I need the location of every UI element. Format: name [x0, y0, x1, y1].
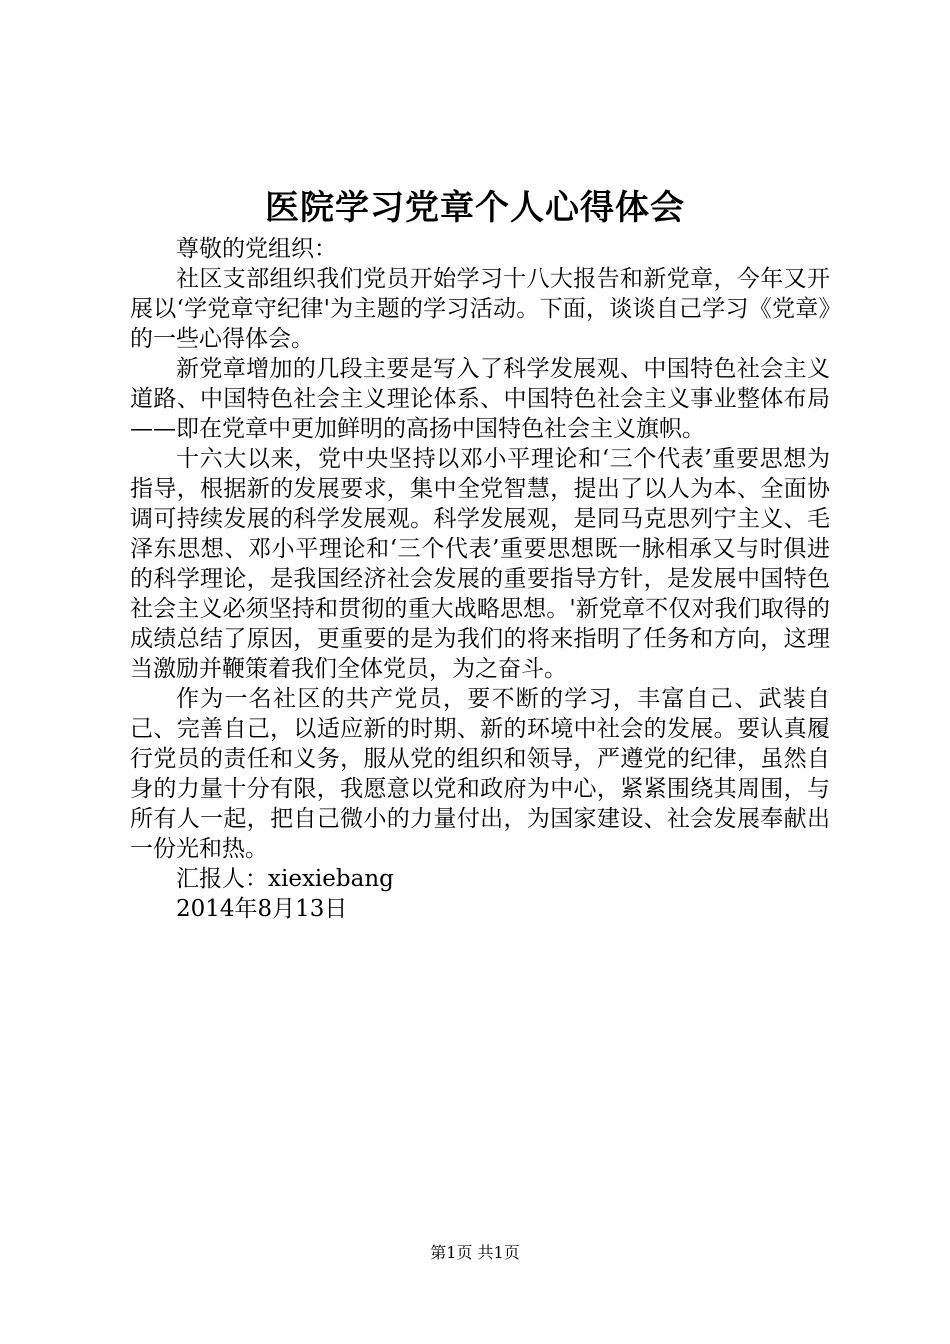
salutation: 尊敬的党组织：: [176, 236, 337, 262]
date-line: 2014年8月13日: [176, 896, 348, 922]
document-title: 医院学习党章个人心得体会: [265, 188, 685, 228]
paragraph-3: 十六大以来，党中央坚持以邓小平理论和‘三个代表’重要思想为指导，根据新的发展要求，集中全党智慧，提出了以人为本、全面协调可持续发展的科学发展观。科学发展观，是同马克思列宁主义、毛泽东思想、邓小平理论和‘三个代表’重要思想既一脉相承又与时俱进的科学理论，是我国经济社会发展的重要指导方针，是发展中国特色社会主义必须坚持和贯彻的重大战略思想。'新党章不仅对我们取得的成绩总结了原因，更重要的是为我们的将来指明了任务和方向，这理当激励并鞭策着我们全体党员，为之奋斗。: [130, 446, 830, 682]
page-footer: 第1页 共1页: [430, 1243, 520, 1262]
paragraph-1: 社区支部组织我们党员开始学习十八大报告和新党章，今年又开展以‘学党章守纪律'为主题的学习活动。下面，谈谈自己学习《党章》的一些心得体会。: [130, 266, 830, 352]
paragraph-4: 作为一名社区的共产党员，要不断的学习，丰富自己、武装自己、完善自己，以适应新的时期、新的环境中社会的发展。要认真履行党员的责任和义务，服从党的组织和领导，严遵党的纪律，虽然自身的力量十分有限，我愿意以党和政府为中心，紧紧围绕其周围，与所有人一起，把自己微小的力量付出，为国家建设、社会发展奉献出一份光和热。: [130, 686, 830, 862]
document-body: [130, 234, 830, 924]
paragraph-2: 新党章增加的几段主要是写入了科学发展观、中国特色社会主义道路、中国特色社会主义理论体系、中国特色社会主义事业整体布局——即在党章中更加鲜明的高扬中国特色社会主义旗帜。: [130, 356, 830, 442]
reporter-line: 汇报人：xiexiebang: [176, 866, 394, 892]
